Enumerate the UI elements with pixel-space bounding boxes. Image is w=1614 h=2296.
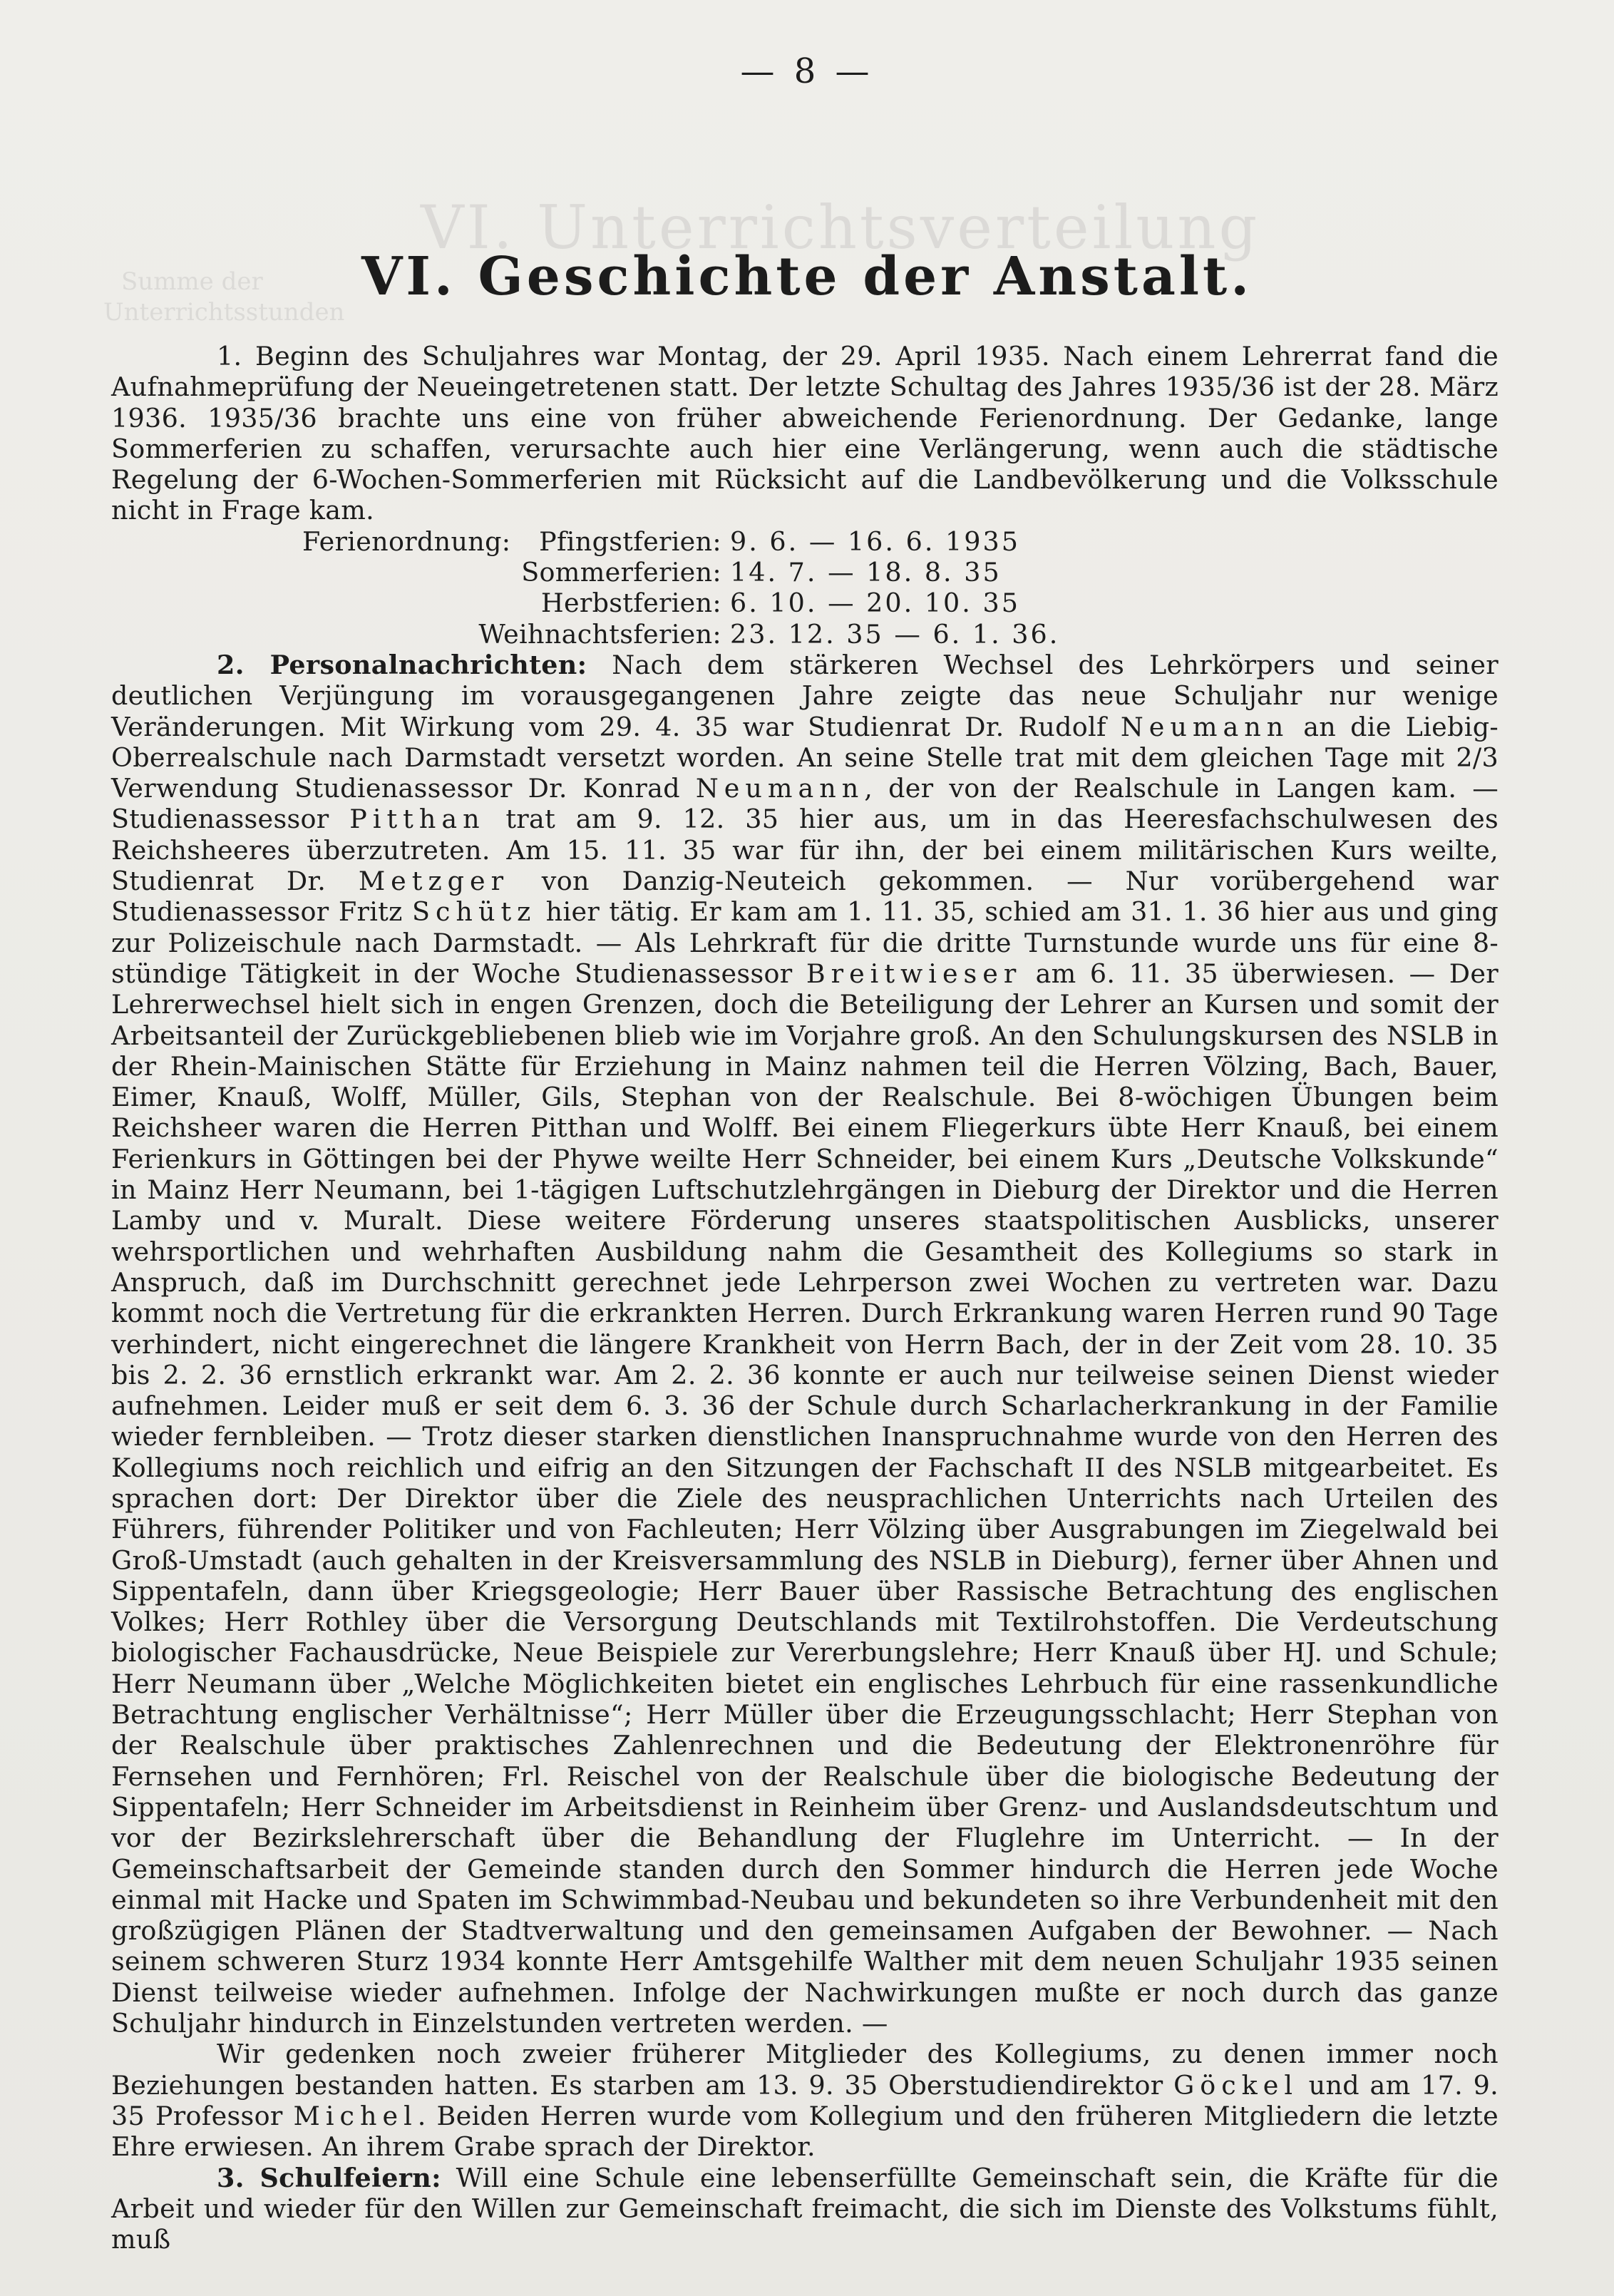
paragraph-text: von Danzig-Neuteich gekommen. — Nur vorübergehend war Studienassessor Fritz [111,866,1499,928]
page-number: — 8 — [740,51,874,91]
paragraph-text: am 6. 11. 35 überwiesen. — Der Lehrerwechsel hielt sich in engen Grenzen, doch die Beteiligung der Lehrer an Kursen und somit der Arbeitsanteil der Zurückgebliebenen blieb wie im Vorjahre groß. An den Schulungskursen des NSLB in der Rhein-Mainischen Stätte für Erziehung in Mainz nahmen teil die Herren Völzing, Bach, Bauer, Eimer, Knauß, Wolff, Müller, Gils, Stephan von der Realschule. Bei 8-wöchigen Übungen beim Reichsheer waren die Herren Pitthan und Wolff. Bei einem Fliegerkurs übte Herr Knauß, bei einem Ferienkurs in Göttingen bei der Phywe weilte Herr Schneider, bei einem Kurs „Deutsche Volkskunde“ in Mainz Herr Neumann, bei 1-tägigen Luftschutzlehrgängen in Dieburg der Direktor und die Herren Lamby und v. Muralt. Diese weitere Förderung unseres staatspolitischen Ausblicks, unserer wehrsportlichen und wehrhaften Ausbildung nahm die Gesamtheit des Kollegiums so stark in Anspruch, daß im Durchschnitt gerechnet jede Lehrperson zwei Wochen zu vertreten war. Dazu kommt noch die Vertretung für die erkrankten Herren. Durch Erkrankung waren Herren rund 90 Tage verhindert, nicht eingerechnet die längere Krankheit von Herrn Bach, der in der Zeit vom 28. 10. 35 bis 2. 2. 36 ernstlich erkrankt war. Am 2. 2. 36 konnte er auch nur teilweise seinen Dienst wieder aufnehmen. Leider muß er seit dem 6. 3. 36 der Schule durch Scharlacherkrankung in der Familie wieder fernbleiben. — Trotz dieser starken dienstlichen Inanspruchnahme wurde von den Herren des Kollegiums noch reichlich und eifrig an den Sitzungen der Fachschaft II des NSLB mitgearbeitet. Es sprachen dort: Der Direktor über die Ziele des neusprachlichen Unterrichts nach Urteilen des Führers, führender Politiker und von Fachleuten; Herr Völzing über Ausgrabungen im Ziegelwald bei Groß-Umstadt (auch gehalten in der Kreisversammlung des NSLB in Dieburg), ferner über Ahnen und Sippentafeln, dann über Kriegsgeologie; Herr Bauer über Rassische Betrachtung des englischen Volkes; Herr Rothley über die Versorgung Deutschlands mit Textilrohstoffen. Die Verdeutschung biologischer Fachausdrücke, Neue Beispiele zur Vererbungslehre; Herr Knauß über HJ. und Schule; Herr Neumann über „Welche Möglichkeiten bietet ein englisches Lehrbuch für eine rassenkundliche Betrachtung englischer Verhältnisse“; Herr Müller über die Erzeugungsschlacht; Herr Stephan von der Realschule über praktisches Zahlenrechnen und die Bedeutung der Elektronenröhre für Fernsehen und Fernhören; Frl. Reischel von der Realschule über die biologische Bedeutung der Sippentafeln; Herr Schneider im Arbeitsdienst in Reinheim über Grenz- und Auslandsdeutschtum und vor der Bezirkslehrerschaft über die Behandlung der Fluglehre im Unterricht. — In der Gemeinschaftsarbeit der Gemeinde standen durch den Sommer hindurch die Herren jede Woche einmal mit Hacke und Spaten im Schwimmbad-Neubau und bekundeten so ihre Verbundenheit mit den großzügigen Plänen der Stadtverwaltung und den gemeinsamen Aufgaben der Bewohner. — Nach seinem schweren Sturz 1934 konnte Herr Amtsgehilfe Walther mit dem neuen Schuljahr 1935 seinen Dienst teilweise wieder aufnehmen. Infolge der Nachwirkungen mußte er noch durch das ganze Schuljahr hindurch in Einzelstunden vertreten werden. — [111,958,1499,2039]
holiday-label: Pfingstferien: [539,526,721,557]
paragraph-school-celebrations [111,2163,1499,2255]
paragraph-personnel [111,650,1499,2039]
person-name: Michel [293,2100,418,2131]
holiday-row [302,557,1499,588]
section-heading: 3. Schulfeiern: [217,2162,441,2193]
person-name: Pitthan [349,804,485,835]
person-name: Schütz [411,896,537,928]
paragraph-text: an die Liebig-Oberrealschule nach Darmstadt versetzt worden. An seine Stelle trat mit dem gleichen Tage mit 2/3 Verwendung Studienassessor Dr. Konrad [111,711,1499,804]
paragraph-text: Wir gedenken noch zweier früherer Mitglieder des Kollegiums, zu denen immer noch Beziehungen bestanden hatten. Es starben am 13. 9. 35 Oberstudiendirektor [111,2039,1499,2101]
paragraph-text: hier tätig. Er kam am 1. 11. 35, schied am 31. 1. 36 hier aus und ging zur Polizeischule nach Darmstadt. — Als Lehrkraft für die dritte Turnstunde wurde uns für eine 8-stündige Tätigkeit in der Woche Studienassessor [111,896,1499,989]
holiday-prefix: Ferienordnung: [302,526,511,557]
person-name: Göckel [1173,2069,1299,2101]
holiday-row [302,588,1499,618]
section-number: 1. [217,341,242,371]
holiday-label: Herbstferien: [540,588,721,619]
person-name: Breitwieser [806,958,1022,989]
paragraph-text: Nach dem stärkeren Wechsel des Lehrkörpers und seiner deutlichen Verjüngung im vorausgegangenen Jahre zeigte das neue Schuljahr nur wenige Veränderungen. Mit Wirkung vom 29. 4. 35 war Studienrat Dr. Rudolf [111,649,1499,742]
holiday-label: Weihnachtsferien: [478,618,721,650]
chapter-title: VI. Geschichte der Anstalt. [361,246,1253,307]
paragraph-school-year [111,341,1499,526]
paragraph-memorial [111,2039,1499,2162]
holiday-schedule [302,526,1499,650]
person-name: Metzger [358,866,510,897]
section-heading: 2. Personalnachrichten: [217,649,587,680]
holiday-row [302,526,1499,557]
paragraph-text: . Beiden Herren wurde vom Kollegium und den früheren Mitgliedern die letzte Ehre erwiesen. An ihrem Grabe sprach der Direktor. [111,2100,1499,2163]
holiday-row [302,619,1499,650]
holiday-dates: 9. 6. — 16. 6. 1935 [730,526,1020,557]
holiday-label: Sommerferien: [521,557,721,588]
bleed-through-text: Summe der [121,267,263,296]
document-body [111,341,1499,2255]
holiday-dates: 14. 7. — 18. 8. 35 [730,557,1002,588]
holiday-dates: 23. 12. 35 — 6. 1. 36. [730,618,1060,650]
person-name: Neumann [695,773,865,804]
paragraph-text: Beginn des Schuljahres war Montag, der 29. April 1935. Nach einem Lehrerrat fand die Aufnahmeprüfung der Neueingetretenen statt. Der letzte Schultag des Jahres 1935/36 ist der 28. März 1936. 1935/36 brachte uns eine von früher abweichende Ferienordnung. Der Gedanke, lange Sommerferien zu schaffen, verursachte auch hier eine Verlängerung, wenn auch die städtische Regelung der 6-Wochen-Sommerferien mit Rücksicht auf die Landbevölkerung und die Volksschule nicht in Frage kam. [111,341,1499,526]
paragraph-text: und am 17. 9. 35 Professor [111,2069,1499,2131]
paragraph-text: trat am 9. 12. 35 hier aus, um in das Heeresfachschulwesen des Reichsheeres überzutreten. Am 15. 11. 35 war für ihn, der bei einem militärischen Kurs weilte, Studienrat Dr. [111,804,1499,897]
paragraph-text: , der von der Realschule in Langen kam. — Studienassessor [111,773,1499,835]
person-name: Neumann [1120,711,1290,742]
bleed-through-text: VI. Unterrichtsverteilung [421,193,1260,262]
paragraph-text: Will eine Schule eine lebenserfüllte Gemeinschaft sein, die Kräfte für die Arbeit und wieder für den Willen zur Gemeinschaft freimacht, die sich im Dienste des Volkstums fühlt, muß [111,2162,1499,2255]
holiday-dates: 6. 10. — 20. 10. 35 [730,588,1020,619]
bleed-through-text: Unterrichtsstunden [103,298,345,327]
